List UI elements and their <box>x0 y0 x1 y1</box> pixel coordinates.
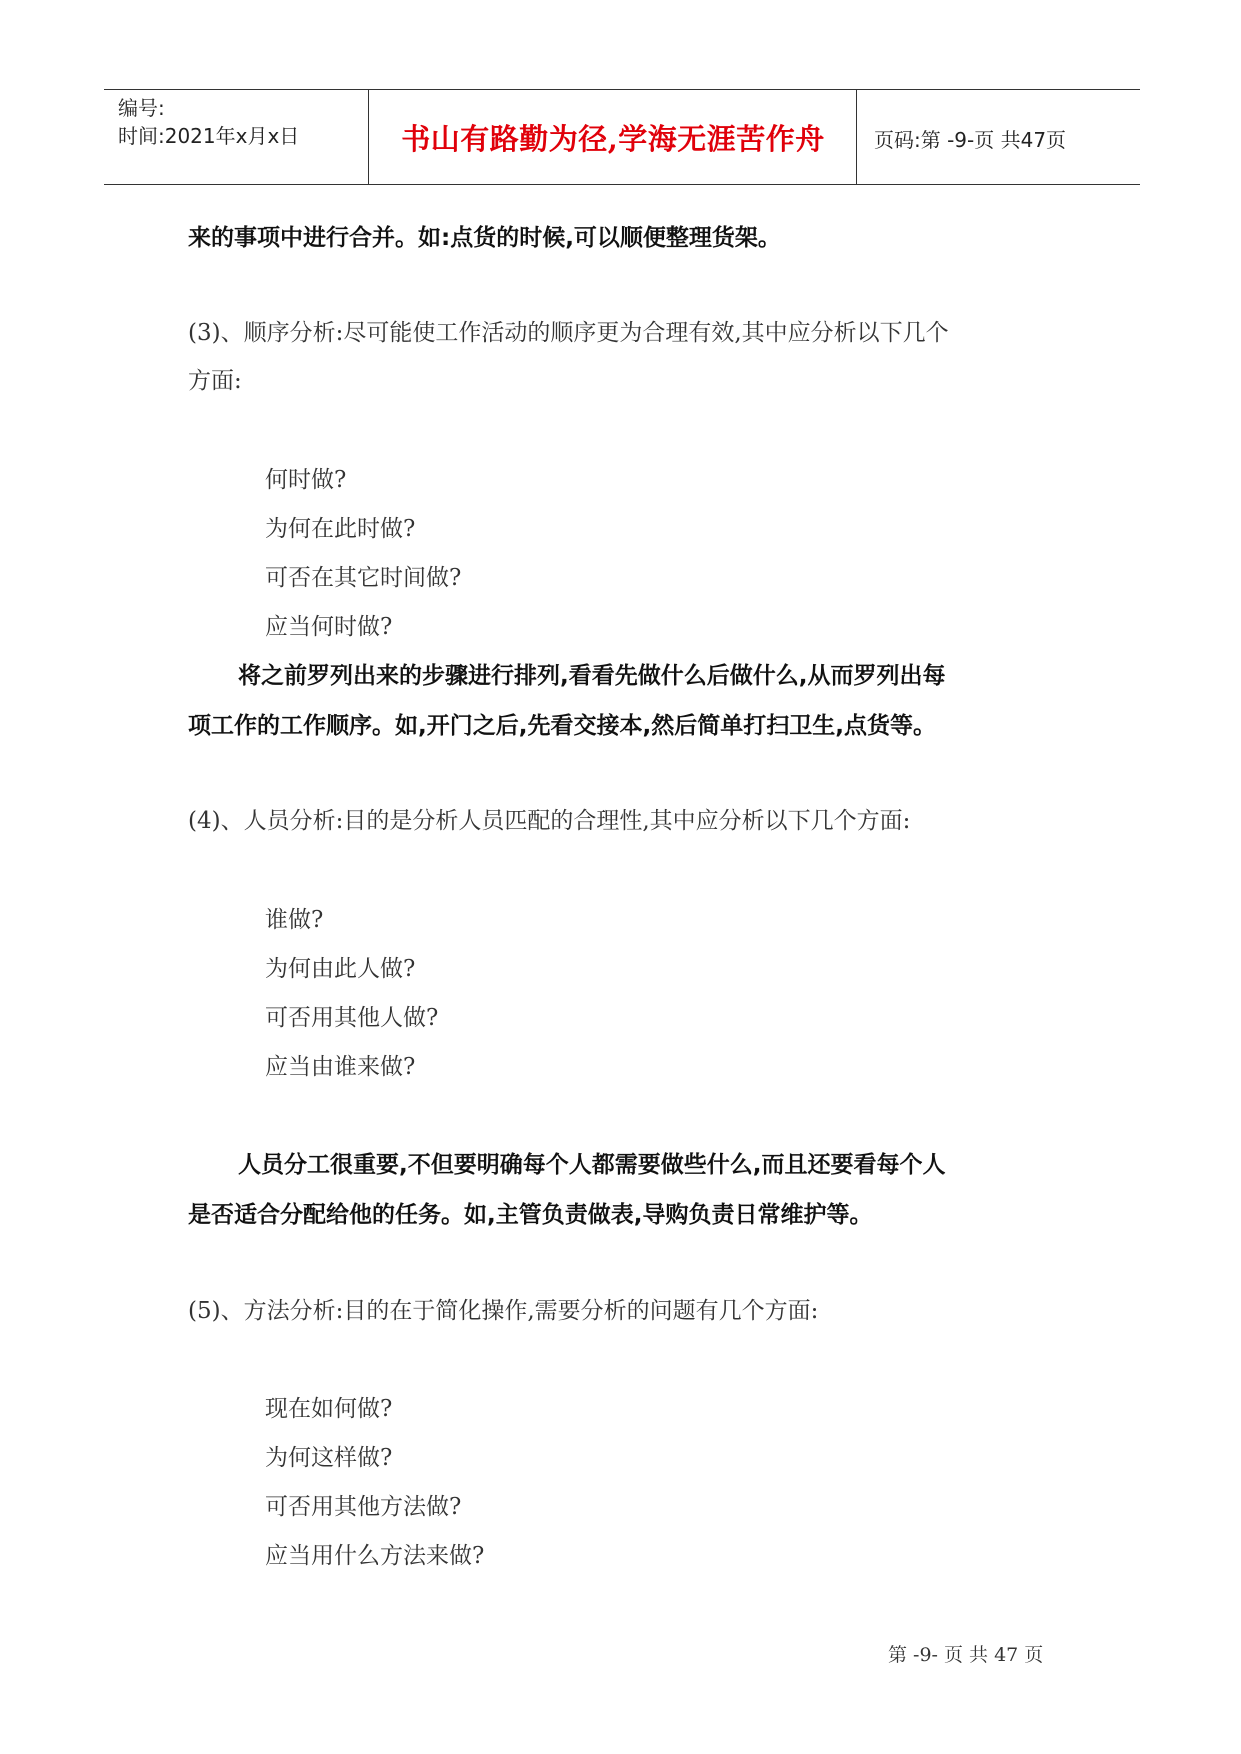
question-1-3: 可否在其它时间做? <box>265 565 462 591</box>
paragraph-2-line-1: (3)、顺序分析:尽可能使工作活动的顺序更为合理有效,其中应分析以下几个 <box>188 320 949 346</box>
question-2-1: 谁做? <box>265 907 324 933</box>
question-2-3: 可否用其他人做? <box>265 1005 439 1031</box>
paragraph-1: 来的事项中进行合并。如:点货的时候,可以顺便整理货架。 <box>188 225 781 251</box>
paragraph-5-line-2: 是否适合分配给他的任务。如,主管负责做表,导购负责日常维护等。 <box>188 1202 873 1228</box>
paragraph-5-line-1: 人员分工很重要,不但要明确每个人都需要做些什么,而且还要看每个人 <box>238 1152 946 1178</box>
question-3-1: 现在如何做? <box>265 1396 393 1422</box>
question-3-3: 可否用其他方法做? <box>265 1494 462 1520</box>
header-divider-left <box>368 90 369 184</box>
question-2-2: 为何由此人做? <box>265 956 416 982</box>
header-meta <box>118 94 299 150</box>
header-divider-right <box>856 90 857 184</box>
paragraph-6: (5)、方法分析:目的在于简化操作,需要分析的问题有几个方面: <box>188 1298 819 1324</box>
paragraph-3-line-2: 项工作的工作顺序。如,开门之后,先看交接本,然后简单打扫卫生,点货等。 <box>188 713 936 739</box>
paragraph-3-line-1: 将之前罗列出来的步骤进行排列,看看先做什么后做什么,从而罗列出每 <box>238 663 946 689</box>
question-2-4: 应当由谁来做? <box>265 1054 416 1080</box>
page-header <box>104 89 1140 185</box>
question-3-4: 应当用什么方法来做? <box>265 1543 485 1569</box>
time-label: 时间:2021年x月x日 <box>118 124 300 148</box>
number-label: 编号: <box>118 96 165 120</box>
page-footer: 第 -9- 页 共 47 页 <box>888 1644 1044 1666</box>
paragraph-4: (4)、人员分析:目的是分析人员匹配的合理性,其中应分析以下几个方面: <box>188 808 911 834</box>
question-3-2: 为何这样做? <box>265 1445 393 1471</box>
question-1-4: 应当何时做? <box>265 614 393 640</box>
paragraph-2-line-2: 方面: <box>188 368 242 394</box>
page-label: 页码:第 -9-页 共47页 <box>874 128 1067 152</box>
motto-banner: 书山有路勤为径,学海无涯苦作舟 <box>401 121 825 156</box>
question-1-1: 何时做? <box>265 467 347 493</box>
question-1-2: 为何在此时做? <box>265 516 416 542</box>
